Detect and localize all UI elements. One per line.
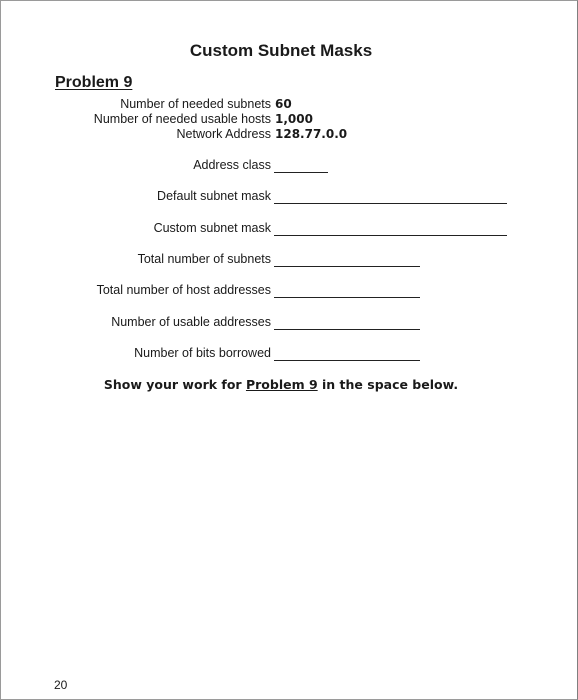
question-label: Custom subnet mask (153, 221, 271, 235)
given-label: Number of needed usable hosts (93, 112, 271, 126)
page-title: Custom Subnet Masks (189, 41, 373, 60)
answer-blank-usable-addresses[interactable] (274, 329, 420, 330)
page-number: 20 (54, 678, 68, 692)
given-value: 60 (275, 97, 292, 111)
instruction-text-end: in the space below. (317, 377, 459, 392)
question-label: Address class (193, 158, 271, 172)
given-network-address (1, 127, 348, 143)
question-label: Total number of host addresses (96, 283, 271, 297)
given-needed-hosts (1, 112, 313, 128)
question-total-subnets (1, 252, 271, 268)
question-label: Number of usable addresses (111, 315, 271, 329)
question-custom-mask (1, 221, 271, 237)
instruction-problem-ref: Problem 9 (245, 377, 318, 392)
given-needed-subnets (1, 97, 292, 113)
question-default-mask (1, 189, 271, 205)
given-label: Network Address (176, 127, 271, 141)
question-address-class (1, 158, 271, 174)
answer-blank-default-mask[interactable] (274, 203, 507, 204)
answer-blank-bits-borrowed[interactable] (274, 360, 420, 361)
instruction-text: Show your work for (103, 377, 246, 392)
given-value: 128.77.0.0 (275, 127, 348, 141)
question-usable-addresses (1, 315, 271, 331)
question-label: Total number of subnets (137, 252, 271, 266)
question-total-host-addresses (1, 283, 271, 299)
work-instruction (1, 377, 561, 392)
question-bits-borrowed (1, 346, 271, 362)
given-value: 1,000 (275, 112, 313, 126)
question-label: Default subnet mask (157, 189, 271, 203)
answer-blank-address-class[interactable] (274, 172, 328, 173)
answer-blank-total-host-addresses[interactable] (274, 297, 420, 298)
problem-heading: Problem 9 (55, 74, 133, 91)
given-label: Number of needed subnets (120, 97, 271, 111)
answer-blank-total-subnets[interactable] (274, 266, 420, 267)
answer-blank-custom-mask[interactable] (274, 235, 507, 236)
question-label: Number of bits borrowed (134, 346, 271, 360)
